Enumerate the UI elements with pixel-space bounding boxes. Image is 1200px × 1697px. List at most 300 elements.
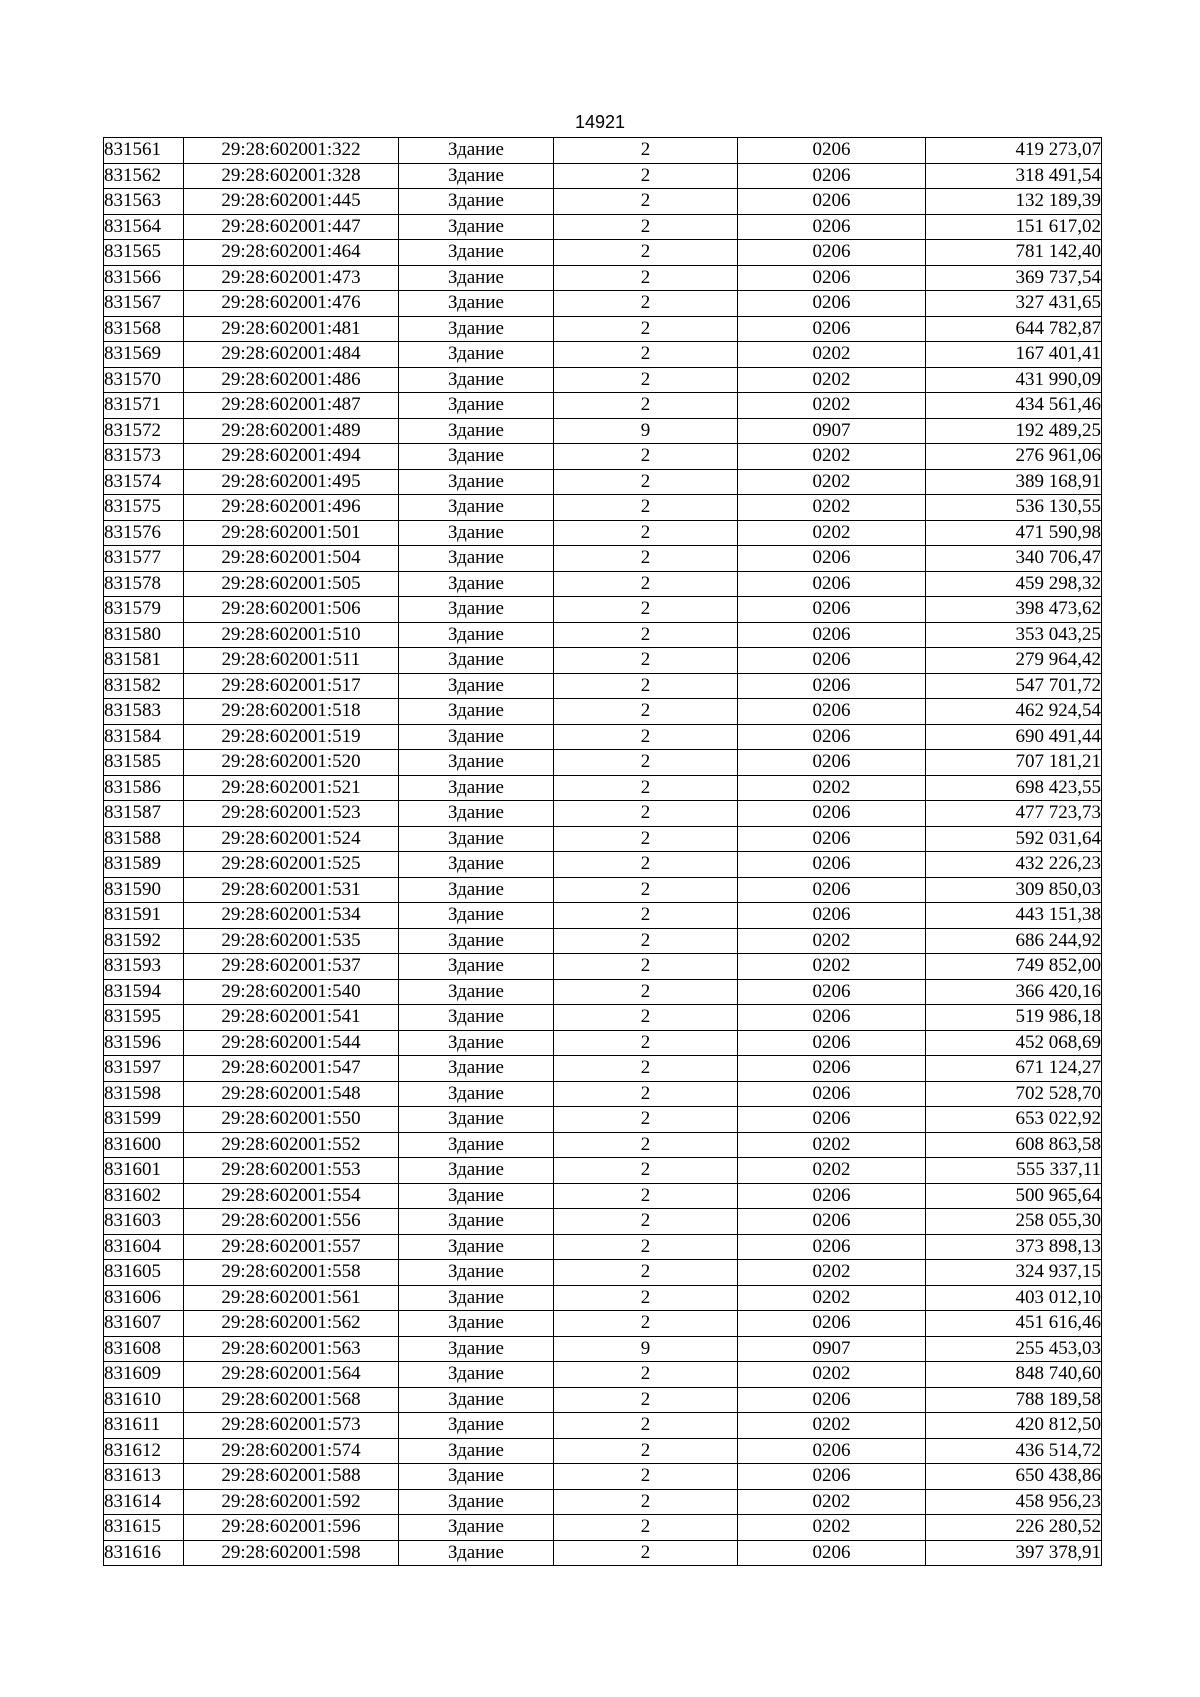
cell-group: 0206 [738,163,926,189]
cell-cadastral-number: 29:28:602001:445 [184,189,399,215]
cell-cadastral-number: 29:28:602001:531 [184,877,399,903]
cell-object-type: Здание [399,546,554,572]
cell-group: 0206 [738,571,926,597]
cell-object-type: Здание [399,622,554,648]
cell-code: 2 [554,801,738,827]
cell-cadastral-number: 29:28:602001:552 [184,1132,399,1158]
cell-group: 0202 [738,1132,926,1158]
cell-value: 686 244,92 [926,928,1102,954]
cell-record-number: 831609 [104,1362,184,1388]
cell-code: 2 [554,520,738,546]
cell-record-number: 831582 [104,673,184,699]
cell-code: 2 [554,546,738,572]
cell-object-type: Здание [399,1336,554,1362]
cell-group: 0202 [738,1285,926,1311]
cell-record-number: 831611 [104,1413,184,1439]
cell-code: 2 [554,750,738,776]
table-row [104,1285,1102,1311]
cell-code: 2 [554,1464,738,1490]
cell-record-number: 831562 [104,163,184,189]
cell-group: 0202 [738,954,926,980]
table-row [104,291,1102,317]
cell-object-type: Здание [399,342,554,368]
cell-code: 2 [554,495,738,521]
cell-record-number: 831599 [104,1107,184,1133]
cell-object-type: Здание [399,928,554,954]
cell-group: 0202 [738,444,926,470]
cell-value: 458 956,23 [926,1489,1102,1515]
cell-cadastral-number: 29:28:602001:596 [184,1515,399,1541]
cell-code: 2 [554,1081,738,1107]
cell-record-number: 831578 [104,571,184,597]
table-row [104,648,1102,674]
cell-group: 0202 [738,367,926,393]
cell-object-type: Здание [399,877,554,903]
registry-table-body [104,138,1102,1566]
cell-object-type: Здание [399,1464,554,1490]
cell-cadastral-number: 29:28:602001:494 [184,444,399,470]
cell-code: 2 [554,1056,738,1082]
cell-object-type: Здание [399,1285,554,1311]
cell-object-type: Здание [399,1260,554,1286]
cell-value: 276 961,06 [926,444,1102,470]
cell-value: 373 898,13 [926,1234,1102,1260]
cell-code: 2 [554,852,738,878]
cell-cadastral-number: 29:28:602001:537 [184,954,399,980]
cell-cadastral-number: 29:28:602001:517 [184,673,399,699]
cell-value: 459 298,32 [926,571,1102,597]
cell-cadastral-number: 29:28:602001:547 [184,1056,399,1082]
cell-value: 398 473,62 [926,597,1102,623]
cell-object-type: Здание [399,750,554,776]
cell-value: 500 965,64 [926,1183,1102,1209]
cell-group: 0206 [738,265,926,291]
cell-value: 702 528,70 [926,1081,1102,1107]
cell-object-type: Здание [399,367,554,393]
cell-group: 0202 [738,393,926,419]
cell-code: 2 [554,163,738,189]
cell-group: 0206 [738,1081,926,1107]
cell-record-number: 831567 [104,291,184,317]
cell-group: 0206 [738,750,926,776]
cell-code: 2 [554,826,738,852]
cell-value: 309 850,03 [926,877,1102,903]
cell-value: 397 378,91 [926,1540,1102,1566]
cell-cadastral-number: 29:28:602001:535 [184,928,399,954]
cell-cadastral-number: 29:28:602001:592 [184,1489,399,1515]
cell-value: 608 863,58 [926,1132,1102,1158]
cell-cadastral-number: 29:28:602001:561 [184,1285,399,1311]
cell-record-number: 831589 [104,852,184,878]
cell-object-type: Здание [399,775,554,801]
cell-group: 0202 [738,1515,926,1541]
cell-cadastral-number: 29:28:602001:524 [184,826,399,852]
table-row [104,775,1102,801]
table-row [104,1336,1102,1362]
cell-code: 2 [554,1260,738,1286]
cell-cadastral-number: 29:28:602001:476 [184,291,399,317]
cell-value: 592 031,64 [926,826,1102,852]
cell-code: 2 [554,597,738,623]
cell-object-type: Здание [399,214,554,240]
cell-value: 698 423,55 [926,775,1102,801]
cell-code: 2 [554,444,738,470]
cell-record-number: 831606 [104,1285,184,1311]
page-number: 14921 [574,112,626,132]
cell-code: 2 [554,622,738,648]
cell-code: 2 [554,903,738,929]
cell-group: 0206 [738,240,926,266]
cell-code: 2 [554,1234,738,1260]
cell-value: 690 491,44 [926,724,1102,750]
cell-value: 258 055,30 [926,1209,1102,1235]
cell-code: 2 [554,699,738,725]
table-row [104,1158,1102,1184]
cell-object-type: Здание [399,852,554,878]
table-row [104,138,1102,164]
cell-value: 403 012,10 [926,1285,1102,1311]
cell-group: 0202 [738,1362,926,1388]
cell-object-type: Здание [399,597,554,623]
cell-code: 2 [554,928,738,954]
cell-record-number: 831586 [104,775,184,801]
cell-group: 0907 [738,1336,926,1362]
cell-object-type: Здание [399,648,554,674]
cell-group: 0206 [738,724,926,750]
table-row [104,699,1102,725]
cell-group: 0206 [738,877,926,903]
table-row [104,418,1102,444]
cell-object-type: Здание [399,495,554,521]
cell-cadastral-number: 29:28:602001:496 [184,495,399,521]
cell-object-type: Здание [399,1081,554,1107]
cell-record-number: 831571 [104,393,184,419]
cell-cadastral-number: 29:28:602001:520 [184,750,399,776]
cell-record-number: 831608 [104,1336,184,1362]
cell-object-type: Здание [399,571,554,597]
cell-group: 0206 [738,1540,926,1566]
cell-object-type: Здание [399,1183,554,1209]
table-row [104,877,1102,903]
table-row [104,546,1102,572]
table-row [104,444,1102,470]
cell-cadastral-number: 29:28:602001:506 [184,597,399,623]
cell-record-number: 831614 [104,1489,184,1515]
cell-group: 0206 [738,1464,926,1490]
cell-code: 2 [554,1285,738,1311]
cell-cadastral-number: 29:28:602001:553 [184,1158,399,1184]
cell-code: 2 [554,724,738,750]
cell-record-number: 831604 [104,1234,184,1260]
table-row [104,1183,1102,1209]
cell-code: 2 [554,1387,738,1413]
cell-code: 9 [554,1336,738,1362]
cell-object-type: Здание [399,1540,554,1566]
cell-record-number: 831566 [104,265,184,291]
cell-value: 547 701,72 [926,673,1102,699]
cell-cadastral-number: 29:28:602001:495 [184,469,399,495]
cell-value: 151 617,02 [926,214,1102,240]
table-row [104,622,1102,648]
cell-cadastral-number: 29:28:602001:550 [184,1107,399,1133]
cell-code: 2 [554,1132,738,1158]
cell-code: 2 [554,877,738,903]
cell-code: 2 [554,240,738,266]
cell-record-number: 831601 [104,1158,184,1184]
cell-object-type: Здание [399,1005,554,1031]
cell-value: 707 181,21 [926,750,1102,776]
cell-value: 536 130,55 [926,495,1102,521]
cell-group: 0202 [738,928,926,954]
cell-code: 2 [554,1438,738,1464]
cell-object-type: Здание [399,189,554,215]
cell-value: 443 151,38 [926,903,1102,929]
table-row [104,1438,1102,1464]
cell-value: 477 723,73 [926,801,1102,827]
cell-object-type: Здание [399,979,554,1005]
cell-group: 0206 [738,597,926,623]
cell-record-number: 831607 [104,1311,184,1337]
cell-cadastral-number: 29:28:602001:540 [184,979,399,1005]
cell-cadastral-number: 29:28:602001:518 [184,699,399,725]
cell-group: 0206 [738,1056,926,1082]
table-row [104,342,1102,368]
cell-group: 0202 [738,1413,926,1439]
cell-code: 2 [554,1489,738,1515]
cell-code: 2 [554,367,738,393]
cell-code: 2 [554,673,738,699]
cell-group: 0206 [738,189,926,215]
cell-value: 848 740,60 [926,1362,1102,1388]
cell-cadastral-number: 29:28:602001:568 [184,1387,399,1413]
cell-object-type: Здание [399,1489,554,1515]
cell-object-type: Здание [399,1438,554,1464]
cell-code: 2 [554,1540,738,1566]
cell-value: 432 226,23 [926,852,1102,878]
cell-group: 0202 [738,342,926,368]
cell-object-type: Здание [399,291,554,317]
cell-group: 0206 [738,1005,926,1031]
cell-group: 0206 [738,826,926,852]
cell-group: 0202 [738,775,926,801]
table-row [104,1311,1102,1337]
cell-record-number: 831613 [104,1464,184,1490]
registry-table [103,137,1102,1566]
cell-object-type: Здание [399,265,554,291]
cell-group: 0206 [738,1311,926,1337]
cell-code: 2 [554,1030,738,1056]
cell-object-type: Здание [399,469,554,495]
cell-value: 644 782,87 [926,316,1102,342]
cell-group: 0206 [738,546,926,572]
table-row [104,1209,1102,1235]
cell-record-number: 831595 [104,1005,184,1031]
table-row [104,1387,1102,1413]
table-row [104,163,1102,189]
cell-object-type: Здание [399,724,554,750]
cell-record-number: 831583 [104,699,184,725]
cell-object-type: Здание [399,418,554,444]
cell-cadastral-number: 29:28:602001:487 [184,393,399,419]
cell-record-number: 831579 [104,597,184,623]
cell-code: 2 [554,316,738,342]
cell-cadastral-number: 29:28:602001:484 [184,342,399,368]
cell-value: 519 986,18 [926,1005,1102,1031]
cell-code: 2 [554,1158,738,1184]
cell-record-number: 831561 [104,138,184,164]
cell-value: 781 142,40 [926,240,1102,266]
cell-object-type: Здание [399,673,554,699]
cell-value: 353 043,25 [926,622,1102,648]
cell-value: 451 616,46 [926,1311,1102,1337]
cell-group: 0206 [738,979,926,1005]
table-row [104,265,1102,291]
cell-object-type: Здание [399,138,554,164]
cell-cadastral-number: 29:28:602001:598 [184,1540,399,1566]
cell-cadastral-number: 29:28:602001:504 [184,546,399,572]
cell-value: 434 561,46 [926,393,1102,419]
cell-record-number: 831564 [104,214,184,240]
cell-group: 0206 [738,903,926,929]
cell-code: 2 [554,214,738,240]
cell-group: 0202 [738,495,926,521]
cell-object-type: Здание [399,1209,554,1235]
table-row [104,1056,1102,1082]
cell-value: 671 124,27 [926,1056,1102,1082]
cell-record-number: 831585 [104,750,184,776]
cell-cadastral-number: 29:28:602001:523 [184,801,399,827]
table-row [104,240,1102,266]
table-row [104,214,1102,240]
cell-record-number: 831565 [104,240,184,266]
cell-cadastral-number: 29:28:602001:556 [184,1209,399,1235]
cell-record-number: 831592 [104,928,184,954]
cell-object-type: Здание [399,801,554,827]
cell-object-type: Здание [399,1158,554,1184]
table-row [104,1540,1102,1566]
cell-code: 2 [554,1311,738,1337]
cell-object-type: Здание [399,1311,554,1337]
table-row [104,597,1102,623]
table-row [104,1030,1102,1056]
cell-cadastral-number: 29:28:602001:548 [184,1081,399,1107]
cell-value: 389 168,91 [926,469,1102,495]
table-row [104,724,1102,750]
table-row [104,316,1102,342]
cell-cadastral-number: 29:28:602001:510 [184,622,399,648]
cell-cadastral-number: 29:28:602001:564 [184,1362,399,1388]
table-row [104,393,1102,419]
cell-code: 2 [554,469,738,495]
cell-value: 132 189,39 [926,189,1102,215]
cell-value: 420 812,50 [926,1413,1102,1439]
table-row [104,673,1102,699]
cell-value: 192 489,25 [926,418,1102,444]
cell-record-number: 831603 [104,1209,184,1235]
cell-value: 340 706,47 [926,546,1102,572]
table-row [104,750,1102,776]
cell-value: 167 401,41 [926,342,1102,368]
table-row [104,1515,1102,1541]
cell-code: 2 [554,954,738,980]
table-row [104,801,1102,827]
cell-record-number: 831610 [104,1387,184,1413]
cell-record-number: 831602 [104,1183,184,1209]
cell-cadastral-number: 29:28:602001:519 [184,724,399,750]
cell-value: 653 022,92 [926,1107,1102,1133]
cell-cadastral-number: 29:28:602001:486 [184,367,399,393]
cell-value: 419 273,07 [926,138,1102,164]
cell-record-number: 831616 [104,1540,184,1566]
cell-cadastral-number: 29:28:602001:544 [184,1030,399,1056]
table-row [104,1132,1102,1158]
cell-cadastral-number: 29:28:602001:558 [184,1260,399,1286]
table-row [104,903,1102,929]
cell-record-number: 831563 [104,189,184,215]
cell-group: 0206 [738,622,926,648]
cell-group: 0206 [738,699,926,725]
cell-record-number: 831596 [104,1030,184,1056]
cell-object-type: Здание [399,1413,554,1439]
cell-value: 324 937,15 [926,1260,1102,1286]
cell-code: 2 [554,138,738,164]
table-row [104,1005,1102,1031]
cell-group: 0206 [738,1387,926,1413]
cell-object-type: Здание [399,1107,554,1133]
cell-value: 431 990,09 [926,367,1102,393]
cell-record-number: 831576 [104,520,184,546]
cell-value: 452 068,69 [926,1030,1102,1056]
cell-code: 2 [554,189,738,215]
cell-record-number: 831580 [104,622,184,648]
cell-cadastral-number: 29:28:602001:447 [184,214,399,240]
cell-code: 2 [554,1413,738,1439]
cell-cadastral-number: 29:28:602001:573 [184,1413,399,1439]
table-row [104,520,1102,546]
table-row [104,367,1102,393]
cell-group: 0206 [738,801,926,827]
cell-record-number: 831584 [104,724,184,750]
cell-object-type: Здание [399,1387,554,1413]
cell-value: 318 491,54 [926,163,1102,189]
cell-value: 749 852,00 [926,954,1102,980]
cell-cadastral-number: 29:28:602001:534 [184,903,399,929]
cell-record-number: 831574 [104,469,184,495]
cell-object-type: Здание [399,903,554,929]
table-row [104,826,1102,852]
table-row [104,1489,1102,1515]
cell-record-number: 831600 [104,1132,184,1158]
cell-group: 0202 [738,520,926,546]
cell-code: 2 [554,1515,738,1541]
cell-group: 0206 [738,1107,926,1133]
cell-code: 2 [554,342,738,368]
cell-cadastral-number: 29:28:602001:328 [184,163,399,189]
cell-object-type: Здание [399,1362,554,1388]
cell-object-type: Здание [399,1132,554,1158]
table-row [104,469,1102,495]
table-row [104,1464,1102,1490]
cell-record-number: 831594 [104,979,184,1005]
cell-code: 2 [554,648,738,674]
cell-cadastral-number: 29:28:602001:464 [184,240,399,266]
cell-object-type: Здание [399,826,554,852]
cell-value: 255 453,03 [926,1336,1102,1362]
cell-value: 366 420,16 [926,979,1102,1005]
table-row [104,1234,1102,1260]
cell-group: 0206 [738,316,926,342]
cell-cadastral-number: 29:28:602001:541 [184,1005,399,1031]
